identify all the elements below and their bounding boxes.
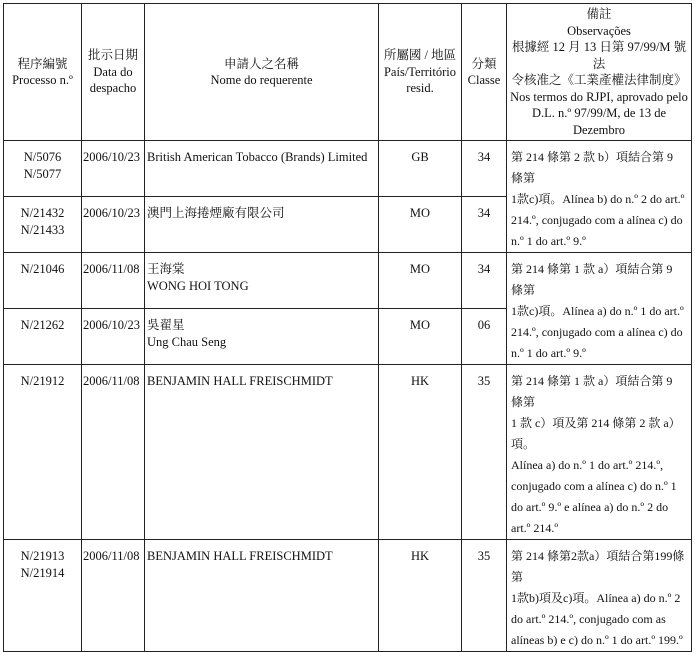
class-cell: 35 — [462, 540, 507, 652]
header-dispatch-date: 批示日期 Data do despacho — [82, 4, 145, 141]
header-applicant-name: 申請人之名稱 Nome do requerente — [145, 4, 379, 141]
country-cell: MO — [379, 309, 462, 365]
header-process-number: 程序編號 Processo n.º — [4, 4, 82, 141]
date-cell: 2006/11/08 — [82, 540, 145, 652]
class-cell: 35 — [462, 365, 507, 540]
process-number-cell: N/21913 N/21914 — [4, 540, 82, 652]
observation-cell: 第 214 條第 1 款 a）項結合第 9 條第 1 款 c）項及第 214 條第 2 款 a）項。 Alínea a) do n.º 1 do art.º 214.º, conjugado com a alínea c) do n.º 1 do art.º 9.º e alínea a) do n.º 2 do art.º 214.º — [507, 365, 692, 540]
process-number-cell: N/5076 N/5077 — [4, 141, 82, 197]
observation-cell: 第 214 條第2款a）項結合第199條第 1款b)項及c)項。Alínea a) do n.º 2 do art.º 214.º, conjugado com as alíneas b) e c) do n.º 1 do art.º 199.º — [507, 540, 692, 652]
country-cell: MO — [379, 197, 462, 253]
header-class: 分類 Classe — [462, 4, 507, 141]
table-row — [4, 253, 692, 309]
header-observations: 備註 Observações 根據經 12 月 13 日第 97/99/M 號法 令核准之《工業產權法律制度》 Nos termos do RJPI, aprovado pelo D.L. n.º 97/99/M, de 13 de Dezembro — [507, 4, 692, 141]
applicant-name-cell: BENJAMIN HALL FREISCHMIDT — [145, 540, 379, 652]
process-number-cell: N/21046 — [4, 253, 82, 309]
process-number-cell: N/21262 — [4, 309, 82, 365]
date-cell: 2006/10/23 — [82, 197, 145, 253]
country-cell: HK — [379, 540, 462, 652]
table-row — [4, 141, 692, 197]
date-cell: 2006/11/08 — [82, 253, 145, 309]
date-cell: 2006/11/08 — [82, 365, 145, 540]
process-number-cell: N/21432 N/21433 — [4, 197, 82, 253]
trademark-table — [3, 3, 692, 652]
applicant-name-cell: 王海棠 WONG HOI TONG — [145, 253, 379, 309]
class-cell: 34 — [462, 253, 507, 309]
country-cell: HK — [379, 365, 462, 540]
process-number-cell: N/21912 — [4, 365, 82, 540]
header-country: 所屬國 / 地區 País/Território resid. — [379, 4, 462, 141]
observation-cell: 第 214 條第 2 款 b）項結合第 9 條第 1款c)項。Alínea b) do n.º 2 do art.º 214.º, conjugado com a alínea c) do n.º 1 do art.º 9.º — [507, 141, 692, 253]
class-cell: 06 — [462, 309, 507, 365]
applicant-name-cell: BENJAMIN HALL FREISCHMIDT — [145, 365, 379, 540]
table-row — [4, 365, 692, 540]
class-cell: 34 — [462, 141, 507, 197]
date-cell: 2006/10/23 — [82, 141, 145, 197]
applicant-name-cell: 吳翟星 Ung Chau Seng — [145, 309, 379, 365]
applicant-name-cell: British American Tobacco (Brands) Limited — [145, 141, 379, 197]
country-cell: MO — [379, 253, 462, 309]
applicant-name-cell: 澳門上海捲煙廠有限公司 — [145, 197, 379, 253]
class-cell: 34 — [462, 197, 507, 253]
table-row — [4, 540, 692, 652]
country-cell: GB — [379, 141, 462, 197]
header-row — [4, 4, 692, 141]
observation-cell: 第 214 條第 1 款 a）項結合第 9 條第 1款c)項。Alínea a) do n.º 1 do art.º 214.º, conjugado com a alínea c) do n.º 1 do art.º 9.º — [507, 253, 692, 365]
date-cell: 2006/10/23 — [82, 309, 145, 365]
